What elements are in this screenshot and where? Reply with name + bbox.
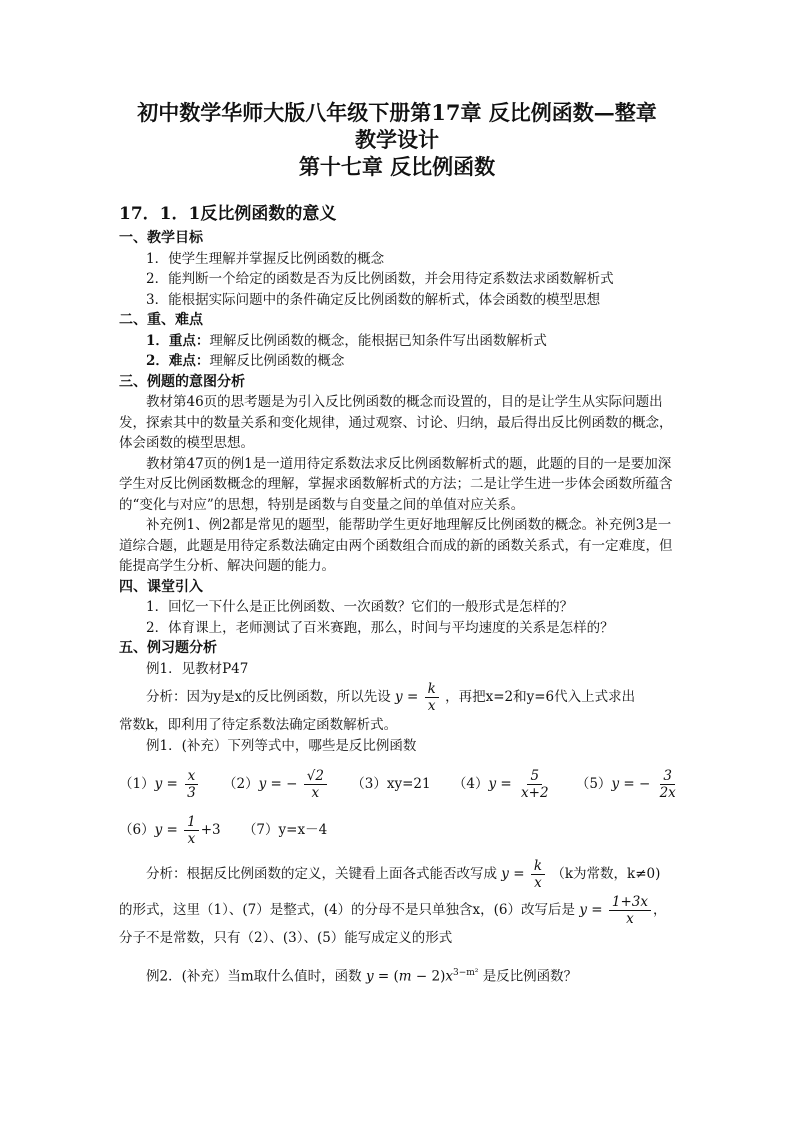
analysis-text: 分析：因为y是x的反比例函数，所以先设 <box>146 689 391 705</box>
example-1-analysis: 分析：因为y是x的反比例函数，所以先设 y = $\frac{k}{x}$ ，再把x=2和y=6代入上式求出 <box>146 681 636 714</box>
intro-heading: 四、课堂引入 <box>119 578 203 595</box>
diff-text: 理解反比例函数的概念 <box>209 353 345 369</box>
example-2: 例2．(补充）当m取什么值时，函数 $y = (m - 2)x^{3-m^2}$ 是反比例函数？ <box>146 967 578 984</box>
analysis-text: 例2．(补充）当m取什么值时，函数 <box>146 968 362 984</box>
goal-item: 3．能根据实际问题中的条件确定反比例函数的解析式，体会函数的模型思想 <box>146 291 601 308</box>
difficult-point <box>119 351 679 372</box>
eq-label: （3）xy=21 <box>351 776 431 792</box>
analysis-text: （k为常数，k≠0) <box>551 866 661 882</box>
equation-row-2: （6）y = $\frac{1}{x}$ +3 （7）y=x－4 <box>119 814 328 847</box>
doc-title-line2: 教学设计 <box>355 127 439 152</box>
eq-label: （6） <box>119 822 155 838</box>
key-point <box>119 331 679 352</box>
example-1: 例1．见教材P47 <box>146 660 249 677</box>
analysis-text: 分析：根据反比例函数的定义，关键看上面各式能否改写成 <box>146 866 497 882</box>
analysis-text: 分子不是常数，只有（2）、(3）、(5）能写成定义的形式 <box>119 930 453 946</box>
analysis-text: ， <box>652 902 667 918</box>
eq-label: （1） <box>119 776 155 792</box>
examples-heading: 五、例习题分析 <box>119 640 217 656</box>
goals-heading: 一、教学目标 <box>119 230 203 246</box>
doc-title-line1: 初中数学华师大版八年级下册第17章 反比例函数—整章 <box>137 100 657 125</box>
fraction-k-over-x: $\frac{k}{x}$ <box>425 681 439 714</box>
analysis-paragraph: 补充例1、例2都是常见的题型，能帮助学生更好地理解反比例函数的概念。补充例3是一道综合题，此题是用待定系数法确定由两个函数组合而成的新的函数关系式，有一定难度，但能提高学生分析、解决问题的能力。 <box>119 517 673 574</box>
goal-item: 1．使学生理解并掌握反比例函数的概念 <box>146 250 385 267</box>
keypoints-heading: 二、重、难点 <box>119 312 203 328</box>
example-1b-analysis: 分析：根据反比例函数的定义，关键看上面各式能否改写成 y = $\frac{k}{x}$ （k为常数，k≠0) <box>146 858 661 891</box>
analysis-paragraph: 教材第47页的例1是一道用待定系数法求反比例函数解析式的题，此题的目的一是要加深学生对反比例函数概念的理解，掌握求函数解析式的方法；二是让学生进一步体会函数所蕴含的“变化与对应”的思想，特别是函数与自变量之间的单值对应关系。 <box>119 455 673 513</box>
intro-item: 2．体育课上，老师测试了百米赛跑，那么，时间与平均速度的关系是怎样的？ <box>146 619 614 636</box>
analysis-heading: 三、例题的意图分析 <box>119 373 245 390</box>
example-1b: 例1．(补充）下列等式中，哪些是反比例函数 <box>146 737 417 754</box>
chapter-title: 第十七章 反比例函数 <box>298 154 496 179</box>
diff-label: 2．难点： <box>146 353 210 369</box>
key-text: 理解反比例函数的概念，能根据已知条件写出函数解析式 <box>209 332 547 349</box>
section-heading: 17．1．1反比例函数的意义 <box>119 204 337 224</box>
intro-item: 1．回忆一下什么是正比例函数、一次函数？它们的一般形式是怎样的？ <box>146 599 574 615</box>
goal-item: 2．能判断一个给定的函数是否为反比例函数，并会用待定系数法求函数解析式 <box>146 271 614 287</box>
analysis-text: 是反比例函数？ <box>482 968 578 984</box>
key-label: 1．重点： <box>146 332 210 349</box>
eq-label: （7）y=x－4 <box>242 822 328 838</box>
analysis-text: 的形式，这里（1）、(7）是整式，(4）的分母不是只单独含x，(6）改写后是 <box>119 902 576 918</box>
eq-label: （2） <box>223 776 259 792</box>
equation-row-1: （1）y = $\frac{x}{3}$ （2）y = − $\frac{√2}{x}$ （3）xy=21 （4）y = $\frac{5}{x+2}$ （5）y = − $\frac{3}{2x}$ <box>119 768 676 801</box>
analysis-text: 的形式，这里（1）、(7）是整式，(4）的分母不是只单独含x，(6）改写后是 y = $\frac{1+3x}{x}$ ， <box>119 894 667 927</box>
analysis-text: ，再把x=2和y=6代入上式求出 <box>445 689 636 705</box>
document-body <box>119 228 679 987</box>
eq-label: （4） <box>452 776 489 792</box>
eq-label: （5） <box>575 776 612 792</box>
analysis-paragraph: 教材第46页的思考题是为引入反比例函数的概念而设置的，目的是让学生从实际问题出发，探索其中的数量关系和变化规律，通过观察、讨论、归纳，最后得出反比例函数的概念，体会函数的模型思想。 <box>119 394 673 451</box>
analysis-text: 常数k，即利用了待定系数法确定函数解析式。 <box>119 717 398 733</box>
